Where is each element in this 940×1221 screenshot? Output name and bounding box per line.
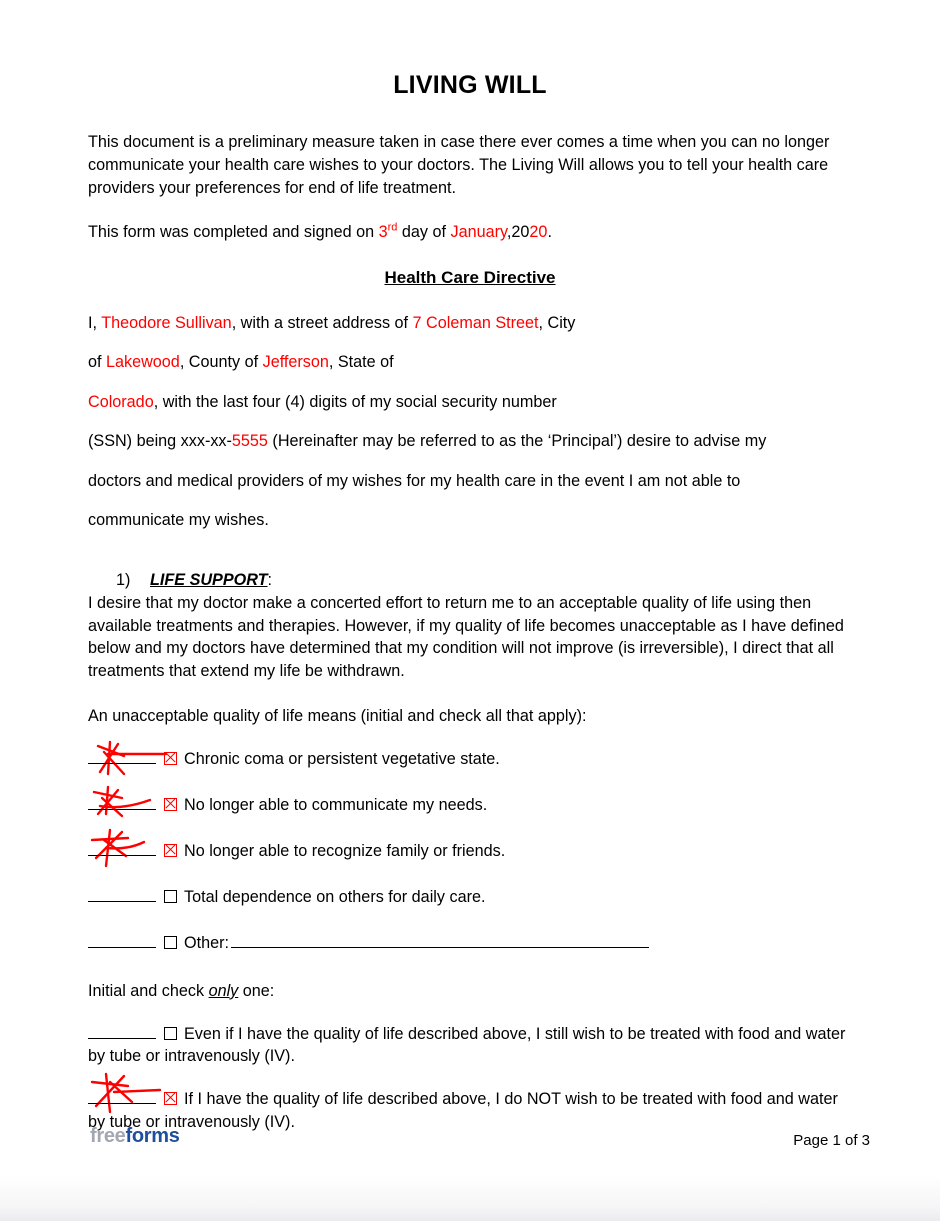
directive-body (88, 288, 852, 541)
city-value[interactable]: Lakewood (106, 353, 180, 372)
checkbox-row-not-wish-treated[interactable] (88, 1068, 852, 1133)
only-one-prompt (88, 958, 852, 1003)
directive-l4-a: (SSN) being xxx-xx- (88, 432, 232, 451)
directive-l2-c: , State of (328, 353, 394, 372)
directive-l1-c: , City (538, 313, 576, 332)
signed-prefix: This form was completed and signed on (88, 222, 379, 241)
other-fill-line[interactable] (231, 934, 649, 948)
initials-blank-3[interactable] (88, 842, 156, 856)
directive-line-3 (88, 383, 852, 423)
checkbox-total-dependence[interactable] (164, 890, 177, 903)
signed-period: . (547, 222, 552, 241)
signed-month-value[interactable]: January (450, 222, 507, 241)
intro-paragraph: This document is a preliminary measure taken in case there ever comes a time when you can no longer communicate your health care wishes to your doctors. The Living Will allows you to tell your health care providers your preferences for end of life treatment. (88, 132, 830, 197)
checkbox-row-communicate-needs[interactable] (88, 774, 852, 820)
signed-year-value[interactable]: 20 (529, 222, 548, 241)
checkbox-communicate-needs[interactable] (164, 798, 177, 811)
item-1-title: LIFE SUPPORT (150, 570, 268, 589)
initials-blank-7[interactable] (88, 1090, 156, 1104)
checkbox-label-other: Other: (184, 933, 229, 952)
checkbox-row-chronic-coma[interactable] (88, 728, 852, 774)
checkbox-other[interactable] (164, 936, 177, 949)
logo-text-forms: forms (125, 1125, 180, 1147)
checkbox-not-wish-treated[interactable] (164, 1092, 177, 1105)
signed-day-value[interactable]: 3 (378, 222, 388, 241)
state-value[interactable]: Colorado (88, 392, 154, 411)
directive-l2-a: of (88, 353, 106, 372)
checkbox-row-other[interactable] (88, 912, 852, 958)
directive-line-5: doctors and medical providers of my wishes for my health care in the event I am not able to (88, 471, 741, 490)
section-heading-health-care-directive: Health Care Directive (384, 267, 556, 287)
unacceptable-quality-prompt: An unacceptable quality of life means (initial and check all that apply): (88, 707, 587, 726)
ssn-last4-value[interactable]: 5555 (231, 432, 268, 451)
principal-name-value[interactable]: Theodore Sullivan (101, 313, 232, 332)
initials-blank-2[interactable] (88, 796, 156, 810)
page-footer (88, 1126, 870, 1160)
checkbox-label-total-dependence: Total dependence on others for daily care. (184, 887, 486, 906)
only-one-prompt-emphasis: only (208, 981, 239, 1000)
directive-line-4 (88, 422, 852, 462)
directive-l3-b: , with the last four (4) digits of my social security number (153, 392, 557, 411)
checkbox-row-total-dependence[interactable] (88, 866, 852, 912)
item-1-heading (88, 541, 852, 590)
logo-text-free: free (90, 1125, 126, 1147)
checkbox-label-not-wish-treated: If I have the quality of life described above, I do NOT wish to be treated with food and water by tube or intravenously (IV). (88, 1090, 838, 1131)
only-one-prompt-after: one: (238, 981, 275, 1000)
only-one-prompt-before: Initial and check (88, 981, 209, 1000)
signed-day-ordinal: rd (387, 221, 398, 234)
checkbox-label-recognize-family: No longer able to recognize family or friends. (184, 841, 506, 860)
checkbox-label-chronic-coma: Chronic coma or persistent vegetative state. (184, 749, 500, 768)
document-content (88, 0, 852, 1133)
signed-date-line (88, 200, 852, 244)
directive-l1-b: , with a street address of (231, 313, 413, 332)
directive-line-1 (88, 304, 852, 344)
checkbox-row-recognize-family[interactable] (88, 820, 852, 866)
item-1-number: 1) (116, 570, 131, 589)
initials-blank-1[interactable] (88, 750, 156, 764)
initials-blank-4[interactable] (88, 888, 156, 902)
page-title: LIVING WILL (393, 71, 547, 99)
page-edge-shadow (0, 1175, 940, 1221)
directive-line-6: communicate my wishes. (88, 511, 269, 530)
checkbox-still-wish-treated[interactable] (164, 1027, 177, 1040)
page-number: Page 1 of 3 (793, 1132, 870, 1149)
street-address-value[interactable]: 7 Coleman Street (412, 313, 539, 332)
checkbox-recognize-family[interactable] (164, 844, 177, 857)
item-1-body: I desire that my doctor make a concerted effort to return me to an acceptable quality of life using then available treatments and therapies. However, if my quality of life becomes unacceptable as I have defined below and my doctors have determined that my condition will not improve (is irreversible), I direct that all treatments that extend my life be withdrawn. (88, 593, 844, 681)
checkbox-row-still-wish-treated[interactable] (88, 1003, 852, 1068)
signed-mid: day of (397, 222, 451, 241)
county-value[interactable]: Jefferson (262, 353, 329, 372)
freeforms-logo (90, 1126, 180, 1146)
signed-year-prefix: ,20 (506, 222, 530, 241)
initials-blank-5[interactable] (88, 934, 156, 948)
checkbox-chronic-coma[interactable] (164, 752, 177, 765)
checkbox-label-still-wish-treated: Even if I have the quality of life described above, I still wish to be treated with food and water by tube or intravenously (IV). (88, 1024, 846, 1066)
directive-l2-b: , County of (179, 353, 263, 372)
directive-l1-a: I, (88, 313, 102, 332)
directive-line-2 (88, 343, 852, 383)
directive-l4-b: (Hereinafter may be referred to as the ‘Principal’) desire to advise my (267, 432, 767, 451)
item-1-colon: : (267, 570, 273, 589)
checkbox-label-communicate-needs: No longer able to communicate my needs. (184, 795, 488, 814)
initials-blank-6[interactable] (88, 1025, 156, 1039)
